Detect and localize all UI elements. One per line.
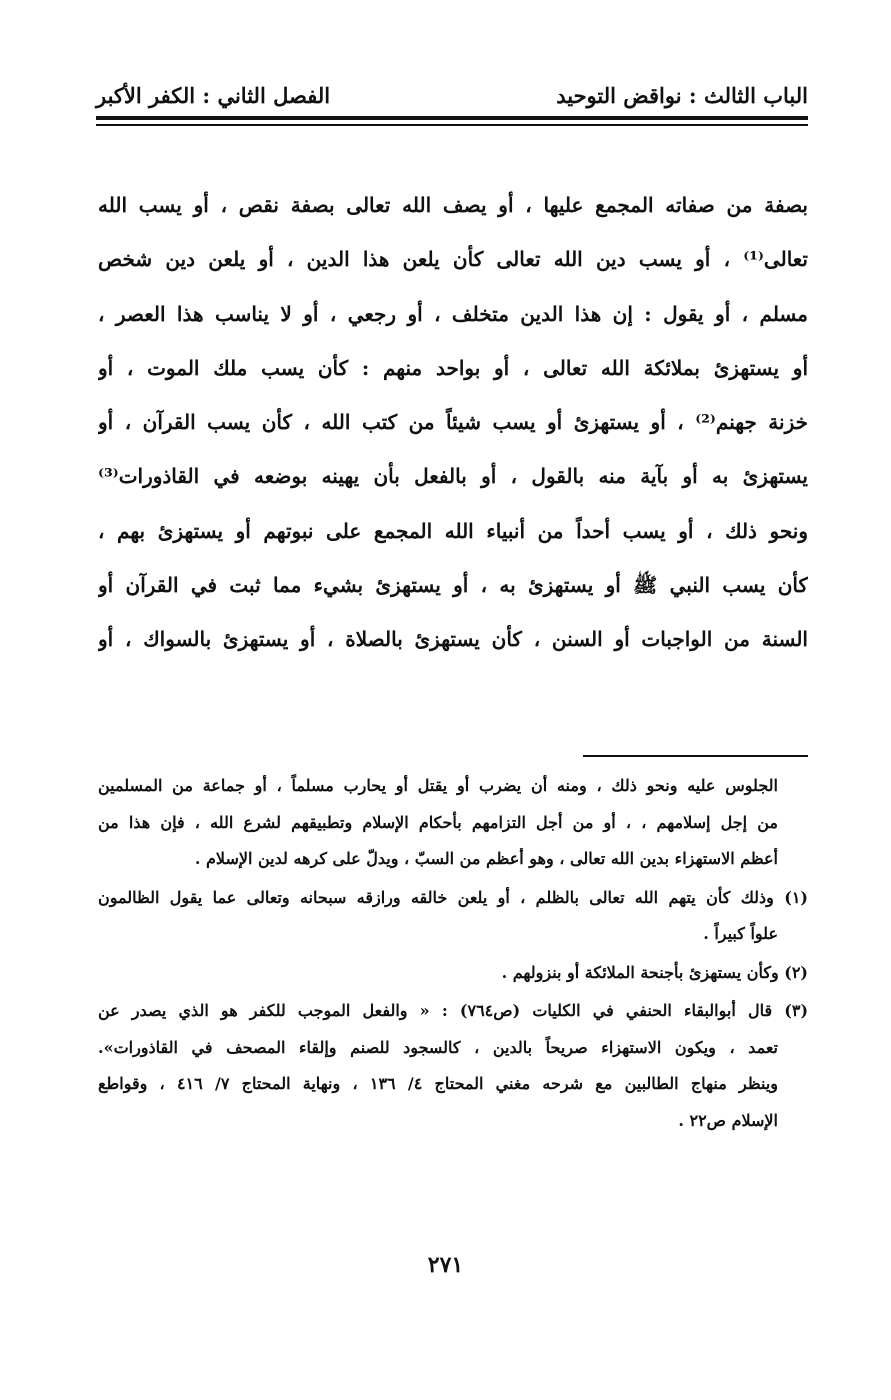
footnote-2-line: (٢) وكأن يستهزئ بأجنحة الملائكة أو بنزولهم . — [501, 962, 808, 982]
footnote-1-line: علواً كبيراً . — [703, 924, 778, 943]
body-line: ونحو ذلك ، أو يسب أحداً من أنبياء الله المجمع على نبوتهم أو يستهزئ بهم ، — [98, 518, 808, 543]
body-line: خزنة جهنم⁽²⁾ ، أو يستهزئ أو يسب شيئاً من كتب الله ، كأن يسب القرآن ، أو — [98, 410, 808, 435]
body-line: مسلم ، أو يقول : إن هذا الدين متخلف ، أو رجعي ، أو لا يناسب هذا العصر ، — [98, 301, 808, 326]
footnote-3-line: تعمد ، ويكون الاستهزاء صريحاً بالدين ، كالسجود للصنم وإلقاء المصحف في القاذورات». — [98, 1037, 778, 1057]
header-rule-thin — [96, 124, 808, 126]
footnote-separator — [583, 755, 808, 757]
main-text — [98, 178, 808, 667]
footnote-3-line: (٣) قال أبوالبقاء الحنفي في الكليات (ص٧٦٤) : « والفعل الموجب للكفر هو الذي يصدر عن — [98, 1001, 808, 1020]
footnote-carryover-line: من إجل إسلامهم ، ، أو من أجل التزامهم بأحكام الإسلام وتطبيقهم لشرع الله ، فإن هذا من — [98, 812, 778, 832]
page-number: ٢٧١ — [427, 1252, 464, 1278]
chapter-title: الباب الثالث : نواقض التوحيد — [556, 83, 808, 108]
body-line: أو يستهزئ بملائكة الله تعالى ، أو بواحد منهم : كأن يسب ملك الموت ، أو — [98, 355, 808, 380]
running-header — [96, 78, 808, 114]
body-line: تعالى⁽¹⁾ ، أو يسب دين الله تعالى كأن يلعن هذا الدين ، أو يلعن دين شخص — [98, 247, 808, 272]
footnote-carryover-line: الجلوس عليه ونحو ذلك ، ومنه أن يضرب أو يقتل أو يحارب مسلماً ، أو جماعة من المسلمين — [98, 776, 778, 795]
header-rule-thick — [96, 116, 808, 120]
body-line: كأن يسب النبي ﷺ أو يستهزئ به ، أو يستهزئ بشيء مما ثبت في القرآن أو — [98, 573, 808, 598]
footnotes — [98, 768, 808, 1139]
body-line: يستهزئ به أو بآية منه بالقول ، أو بالفعل بأن يهينه بوضعه في القاذورات⁽³⁾ — [98, 464, 808, 489]
section-title: الفصل الثاني : الكفر الأكبر — [96, 83, 331, 108]
footnote-1-line: (١) وذلك كأن يتهم الله تعالى بالظلم ، أو يلعن خالقه ورازقه سبحانه وتعالى عما يقول الظالمون — [98, 887, 808, 907]
footnote-carryover-line: أعظم الاستهزاء بدين الله تعالى ، وهو أعظم من السبّ ، ويدلّ على كرهه لدين الإسلام . — [194, 849, 778, 868]
footnote-3-line: الإسلام ص٢٢ . — [678, 1110, 778, 1130]
body-line: بصفة من صفاته المجمع عليها ، أو يصف الله تعالى بصفة نقص ، أو يسب الله — [98, 193, 808, 217]
body-line: السنة من الواجبات أو السنن ، كأن يستهزئ بالصلاة ، أو يستهزئ بالسواك ، أو — [98, 627, 808, 652]
footnote-3-line: وينظر منهاج الطالبين مع شرحه مغني المحتاج ٤/ ١٣٦ ، ونهاية المحتاج ٧/ ٤١٦ ، وقواطع — [98, 1074, 779, 1093]
